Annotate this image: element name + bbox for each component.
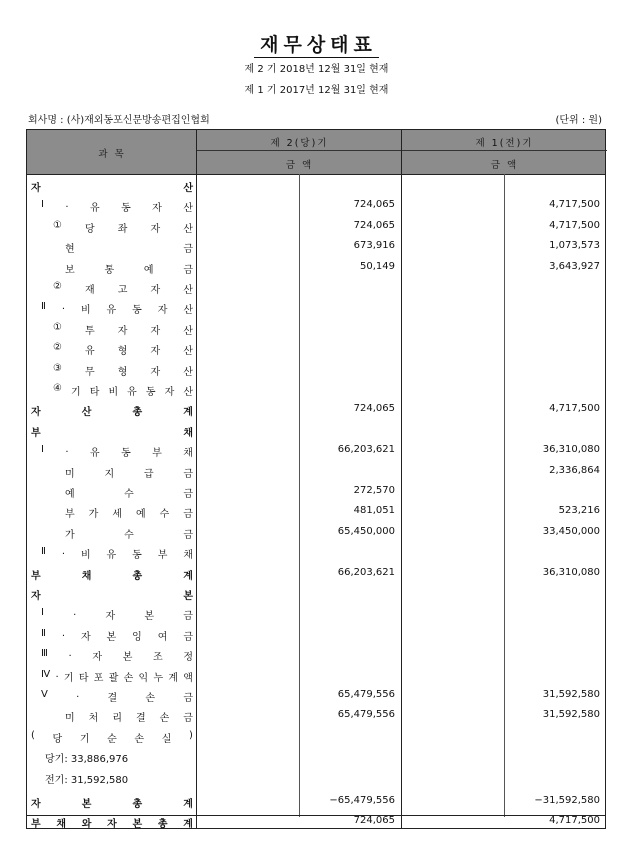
table-row — [27, 706, 605, 726]
account-label: Ⅴ . 결 손 금 — [41, 689, 193, 704]
amount-current: 724,065 — [353, 199, 395, 211]
table-row — [27, 298, 605, 318]
amount-current: −65,479,556 — [329, 795, 395, 806]
account-label: Ⅱ . 자 본 잉 여 금 — [41, 627, 193, 643]
table-row — [27, 176, 605, 196]
account-label: 보 통 예 금 — [65, 264, 193, 276]
table-row — [27, 441, 605, 461]
amount-current: 673,916 — [353, 240, 395, 252]
table-row — [27, 812, 605, 832]
header-prior-term: 제 1(전)기 — [475, 138, 534, 149]
account-label: Ⅲ . 자 본 조 정 — [41, 648, 193, 664]
table-row — [27, 645, 605, 665]
amount-current: 724,065 — [353, 815, 395, 827]
account-label: 미 지 급 금 — [65, 468, 193, 480]
amount-prior: 523,216 — [558, 505, 600, 517]
balance-sheet-table — [26, 129, 606, 829]
amount-prior: 31,592,580 — [542, 709, 600, 721]
period-prior: 제 1 기 2017년 12월 31일 현재 — [244, 85, 389, 96]
table-row — [27, 258, 605, 278]
table-row — [27, 747, 605, 767]
table-row — [27, 196, 605, 216]
account-label: 가 수 금 — [65, 529, 193, 541]
table-row — [27, 421, 605, 441]
account-label: 부 채 와 자 본 총 계 — [31, 819, 193, 831]
account-label: 부 채 — [31, 427, 193, 439]
account-label: 현 금 — [65, 244, 193, 256]
account-label: ① 당 좌 자 산 — [53, 219, 193, 235]
table-row — [27, 792, 605, 812]
account-label: ( 당 기 순 손 실 ) — [31, 729, 193, 745]
amount-current: 481,051 — [353, 505, 395, 517]
amount-prior: 1,073,573 — [549, 240, 600, 252]
table-row — [27, 278, 605, 298]
account-label: ④ 기 타 비 유 동 자 산 — [53, 383, 193, 398]
account-label: 자 본 — [31, 591, 193, 602]
amount-prior: 3,643,927 — [549, 260, 600, 272]
amount-prior: 31,592,580 — [542, 689, 600, 700]
table-row — [27, 686, 605, 706]
account-label: Ⅰ . 유 동 부 채 — [41, 444, 193, 460]
amount-current: 724,065 — [353, 403, 395, 415]
amount-prior: 4,717,500 — [549, 403, 600, 415]
account-label: 전기: 31,592,580 — [45, 774, 129, 786]
company-name: 회사명 : (사)재외동포신문방송편집인협회 — [28, 115, 210, 126]
table-row — [27, 237, 605, 257]
table-row — [27, 604, 605, 624]
table-header — [27, 130, 605, 175]
account-label: Ⅳ . 기 타 포 괄 손 익 누 계 액 — [41, 668, 193, 684]
amount-prior: 36,310,080 — [542, 566, 600, 578]
amount-current: 50,149 — [360, 260, 395, 272]
table-row — [27, 462, 605, 482]
account-label: Ⅱ . 비 유 동 부 채 — [41, 546, 193, 562]
document-title: 재무상태표 — [0, 30, 633, 57]
amount-current: 65,450,000 — [337, 525, 395, 537]
account-label: 자 산 총 계 — [31, 407, 193, 419]
table-row — [27, 768, 605, 788]
amount-prior: 4,717,500 — [549, 219, 600, 231]
amount-current: 724,065 — [353, 219, 395, 231]
account-label: 부 채 총 계 — [31, 570, 193, 582]
table-row — [27, 360, 605, 380]
amount-prior: 33,450,000 — [542, 525, 600, 537]
table-row — [27, 319, 605, 339]
amount-prior: 4,717,500 — [549, 199, 600, 211]
table-row — [27, 380, 605, 400]
table-row — [27, 502, 605, 522]
amount-prior: −31,592,580 — [534, 795, 600, 806]
account-label: ① 투 자 자 산 — [53, 321, 193, 337]
account-label: Ⅰ . 유 동 자 산 — [41, 199, 193, 215]
table-row — [27, 482, 605, 502]
amount-prior: 4,717,500 — [549, 815, 600, 827]
header-current-term: 제 2(당)기 — [270, 138, 329, 149]
amount-current: 272,570 — [353, 485, 395, 496]
table-row — [27, 564, 605, 584]
account-label: ② 재 고 자 산 — [53, 281, 193, 296]
account-label: Ⅰ . 자 본 금 — [41, 607, 193, 623]
unit-label: (단위 : 원) — [555, 115, 602, 126]
account-label: Ⅱ . 비 유 동 자 산 — [41, 301, 193, 317]
table-row — [27, 217, 605, 237]
amount-current: 65,479,556 — [337, 709, 395, 721]
period-current: 제 2 기 2018년 12월 31일 현재 — [244, 64, 389, 75]
amount-prior: 2,336,864 — [549, 464, 600, 476]
table-row — [27, 584, 605, 604]
account-label: ③ 무 형 자 산 — [53, 362, 193, 378]
amount-current: 65,479,556 — [337, 689, 395, 700]
header-amount-prior: 금 액 — [490, 160, 519, 171]
amount-prior: 36,310,080 — [542, 444, 600, 456]
table-row — [27, 523, 605, 543]
account-label: ② 유 형 자 산 — [53, 342, 193, 358]
account-label: 미 처 리 결 손 금 — [65, 713, 193, 725]
table-row — [27, 666, 605, 686]
table-row — [27, 339, 605, 359]
account-label: 당기: 33,886,976 — [45, 754, 129, 766]
header-amount-current: 금 액 — [285, 160, 314, 171]
account-label: 예 수 금 — [65, 489, 193, 500]
amount-current: 66,203,621 — [337, 566, 395, 578]
amount-current: 66,203,621 — [337, 444, 395, 456]
account-label: 자 본 총 계 — [31, 799, 193, 810]
table-row — [27, 543, 605, 563]
account-label: 부 가 세 예 수 금 — [65, 509, 193, 521]
header-account: 과 목 — [98, 149, 126, 160]
account-label: 자 산 — [31, 183, 193, 194]
table-row — [27, 727, 605, 747]
table-row — [27, 400, 605, 420]
table-row — [27, 625, 605, 645]
